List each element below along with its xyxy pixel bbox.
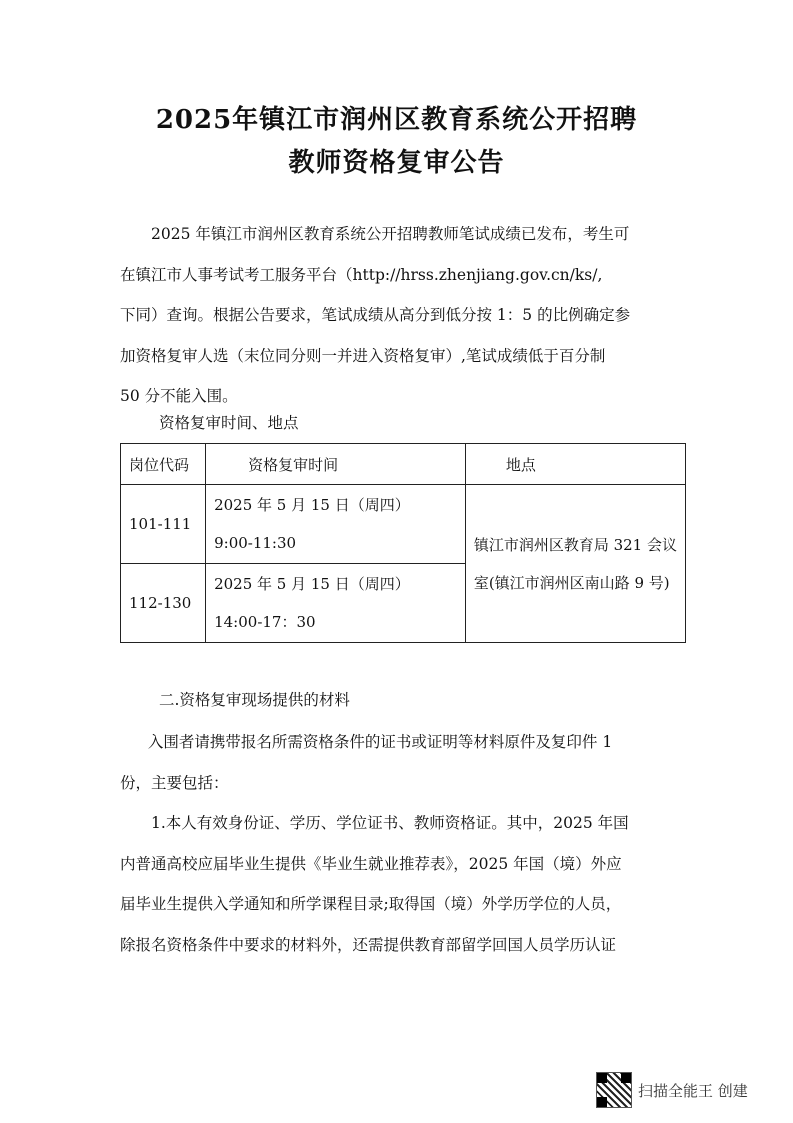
schedule-label: 资格复审时间、地点 [159, 414, 299, 432]
location-line: 镇江市润州区教育局 321 会议 [473, 535, 677, 554]
materials-line: 1.本人有效身份证、学历、学位证书、教师资格证。其中，2025 年国 [151, 814, 629, 832]
table-row [121, 485, 686, 564]
materials-line: 份，主要包括： [120, 773, 229, 792]
materials-line: 入围者请携带报名所需资格条件的证书或证明等材料原件及复印件 1 [147, 733, 613, 751]
scanner-watermark [596, 1072, 748, 1108]
intro-line: 加资格复审人选（末位同分则一并进入资格复审）,笔试成绩低于百分制 [120, 346, 606, 365]
header-location: 地点 [465, 444, 685, 485]
materials-intro-paragraph [120, 722, 676, 803]
intro-line: 在镇江市人事考试考工服务平台（http://hrss.zhenjiang.gov.cn/ks/, [120, 265, 603, 284]
review-time-cell [206, 485, 466, 564]
position-code-cell: 101-111 [121, 485, 206, 564]
materials-line: 除报名资格条件中要求的材料外，还需提供教育部留学回国人员学历认证 [120, 935, 617, 954]
intro-line: 下同）查询。根据公告要求，笔试成绩从高分到低分按 1：5 的比例确定参 [120, 306, 631, 324]
materials-line: 届毕业生提供入学通知和所学课程目录;取得国（境）外学历学位的人员， [120, 895, 622, 913]
header-review-time: 资格复审时间 [206, 444, 466, 485]
watermark-text: 扫描全能王 创建 [638, 1081, 748, 1100]
intro-line: 50 分不能入围。 [120, 387, 238, 405]
intro-paragraph [120, 214, 676, 417]
materials-line: 内普通高校应届毕业生提供《毕业生就业推荐表》，2025 年国（境）外应 [120, 854, 622, 873]
section2-heading: 二.资格复审现场提供的材料 [159, 691, 350, 709]
intro-line: 2025 年镇江市润州区教育系统公开招聘教师笔试成绩已发布，考生可 [151, 225, 630, 243]
materials-item-paragraph [120, 803, 676, 965]
doc-title-line1: 2025年镇江市润州区教育系统公开招聘 [155, 105, 638, 135]
review-time-cell [206, 564, 466, 643]
location-cell [465, 485, 685, 643]
review-hours: 9:00-11:30 [214, 534, 297, 552]
doc-title-line2: 教师资格复审公告 [288, 148, 505, 178]
qr-code-icon [596, 1072, 632, 1108]
review-hours: 14:00-17：30 [214, 613, 316, 631]
location-line: 室(镇江市润州区南山路 9 号) [473, 573, 670, 592]
table-header-row [121, 444, 686, 485]
review-date: 2025 年 5 月 15 日（周四） [214, 575, 410, 593]
schedule-table [120, 443, 686, 643]
review-date: 2025 年 5 月 15 日（周四） [214, 496, 410, 514]
position-code-cell: 112-130 [121, 564, 206, 643]
header-position-code: 岗位代码 [121, 444, 206, 485]
